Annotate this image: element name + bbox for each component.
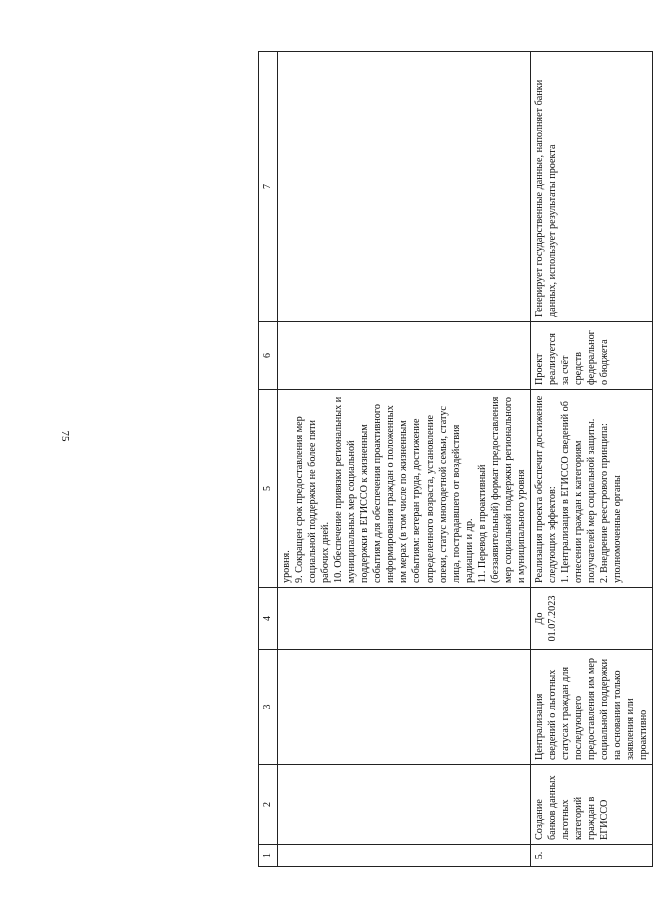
cell-number: [278, 845, 531, 867]
table-row: [278, 52, 531, 867]
column-number-row: [259, 52, 278, 867]
cell-funding: [278, 322, 531, 390]
cell-goal: Централизация сведений о льготных статусах граждан для последующего предоставления им мер социальной поддержки на основании только заявления или проактивно: [530, 650, 652, 765]
table-row: [530, 52, 652, 867]
column-header: 1: [259, 845, 278, 867]
cell-role: [278, 52, 531, 322]
cell-effects: уровня. 9. Сокращен срок предоставления мер социальной поддержки не более пяти рабочих дней. 10. Обеспечение привязки региональных и муниципальных мер социальной поддержки в ЕГИССО к жизненным событиям для обеспечения проактивного информирования граждан о положенных им мерах (в том числе по жизненным событиям: ветеран труда, достижение определенного возраста, установление опеки, статус многодетной семьи, статус лица, пострадавшего от воздействия радиации и др. 11. Перевод в проактивный (беззаявительный) формат предоставления мер социальной поддержки регионального и муниципального уровня: [278, 390, 531, 588]
cell-role: Генерирует государственные данные, наполняет банки данных, использует результаты проекта: [530, 52, 652, 322]
cell-funding: Проект реализуется за счёт средств федерального бюджета: [530, 322, 652, 390]
cell-number: 5.: [530, 845, 652, 867]
cell-deadline: До 01.07.2023: [530, 588, 652, 650]
cell-effects: Реализация проекта обеспечит достижение следующих эффектов: 1. Централизация в ЕГИССО сведений об отнесении граждан к категориям получателей мер социальной защиты. 2. Внедрение реестрового принципа: уполномоченные органы: [530, 390, 652, 588]
column-header: 6: [259, 322, 278, 390]
column-header: 2: [259, 765, 278, 845]
cell-measure: Создание банков данных льготных категорий граждан в ЕГИССО: [530, 765, 652, 845]
column-header: 4: [259, 588, 278, 650]
column-header: 3: [259, 650, 278, 765]
rotated-page-content: [258, 52, 650, 867]
column-header: 5: [259, 390, 278, 588]
column-header: 7: [259, 52, 278, 322]
cell-measure: [278, 765, 531, 845]
page-number: 75: [59, 430, 71, 442]
table-wrapper: [258, 52, 650, 867]
measures-table: [258, 51, 653, 867]
cell-deadline: [278, 588, 531, 650]
cell-goal: [278, 650, 531, 765]
